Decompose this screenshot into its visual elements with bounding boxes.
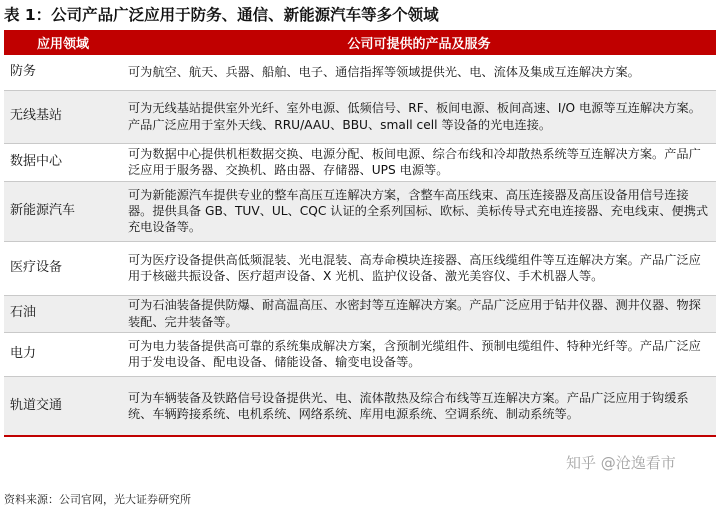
row-field: 新能源汽车 — [4, 181, 122, 241]
row-description: 可为电力装备提供高可靠的系统集成解决方案，含预制光缆组件、预制电缆组件、特种光纤等。产品广泛应用于发电设备、配电设备、储能设备、输变电设备等。 — [122, 332, 716, 376]
row-description: 可为数据中心提供机柜数据交换、电源分配、板间电源、综合布线和冷却散热系统等互连解决方案。产品广泛应用于服务器、交换机、路由器、存储器、UPS 电源等。 — [122, 143, 716, 181]
table-row — [4, 55, 716, 90]
row-description: 可为无线基站提供室外光纤、室外电源、低频信号、RF、板间电源、板间高速、I/O 电源等互连解决方案。产品广泛应用于室外天线、RRU/AAU、BBU、small cell 等设备的光电连接。 — [122, 90, 716, 143]
table-title: 表 1：公司产品广泛应用于防务、通信、新能源汽车等多个领域 — [4, 6, 439, 24]
application-fields-table — [4, 30, 716, 437]
table-row — [4, 143, 716, 181]
table-row — [4, 241, 716, 295]
row-description: 可为车辆装备及铁路信号设备提供光、电、流体散热及综合布线等互连解决方案。产品广泛应用于钩缓系统、车辆跨接系统、电机系统、网络系统、库用电源系统、空调系统、制动系统等。 — [122, 376, 716, 436]
row-field: 医疗设备 — [4, 241, 122, 295]
table-header — [4, 30, 716, 55]
table-row — [4, 295, 716, 332]
row-description: 可为新能源汽车提供专业的整车高压互连解决方案，含整车高压线束、高压连接器及高压设备用信号连接器。提供具备 GB、TUV、UL、CQC 认证的全系列国标、欧标、美标传导式充电连接器、充电线束、便携式充电设备等。 — [122, 181, 716, 241]
table-row — [4, 332, 716, 376]
row-field: 石油 — [4, 295, 122, 332]
row-field: 无线基站 — [4, 90, 122, 143]
table-row — [4, 181, 716, 241]
row-field: 数据中心 — [4, 143, 122, 181]
source-note: 资料来源：公司官网，光大证券研究所 — [4, 493, 191, 506]
row-description: 可为航空、航天、兵器、船舶、电子、通信指挥等领域提供光、电、流体及集成互连解决方案。 — [122, 55, 716, 90]
row-field: 电力 — [4, 332, 122, 376]
row-description: 可为医疗设备提供高低频混装、光电混装、高寿命模块连接器、高压线缆组件等互连解决方案。产品广泛应用于核磁共振设备、医疗超声设备、X 光机、监护仪设备、激光美容仪、手术机器人等。 — [122, 241, 716, 295]
header-products-services: 公司可提供的产品及服务 — [122, 30, 716, 55]
watermark: 知乎 @沧逸看市 — [566, 454, 676, 472]
header-application-field: 应用领域 — [4, 30, 122, 55]
table-row — [4, 376, 716, 436]
row-field: 轨道交通 — [4, 376, 122, 436]
table-row — [4, 90, 716, 143]
row-field: 防务 — [4, 55, 122, 90]
row-description: 可为石油装备提供防爆、耐高温高压、水密封等互连解决方案。产品广泛应用于钻井仪器、测井仪器、物探装配、完井装备等。 — [122, 295, 716, 332]
